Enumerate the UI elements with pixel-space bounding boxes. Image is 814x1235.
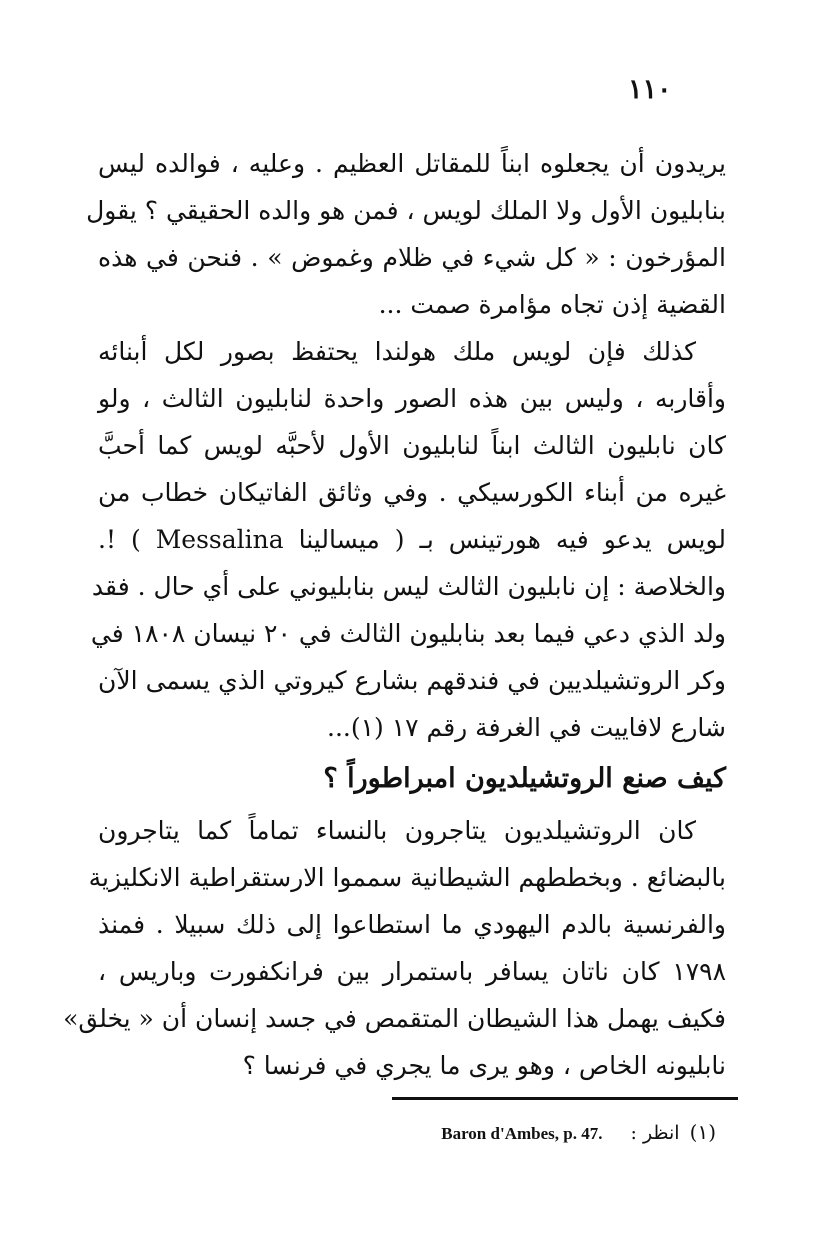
paragraph-3 <box>63 807 726 1089</box>
page-number: ١١٠ <box>628 74 672 105</box>
section-heading: كيف صنع الروتشيلديون امبراطوراً ؟ <box>323 763 726 794</box>
footnote-divider <box>392 1097 738 1100</box>
text-line: كان الروتشيلديون يتاجرون بالنساء تماماً كما يتاجرون <box>98 816 696 845</box>
text-line: القضية إذن تجاه مؤامرة صمت ... <box>378 290 726 319</box>
paragraph-2 <box>90 328 726 751</box>
footnote-reference: Baron d'Ambes, p. 47. <box>441 1124 603 1143</box>
text-line: ولد الذي دعي فيما بعد بنابليون الثالث في ٢٠ نيسان ١٨٠٨ في <box>90 619 726 648</box>
text-line: غيره من أبناء الكورسيكي . وفي وثائق الفاتيكان خطاب من <box>98 478 726 507</box>
text-line: والفرنسية بالدم اليهودي ما استطاعوا إلى ذلك سبيلا . فمنذ <box>98 910 726 939</box>
paragraph-1 <box>86 140 726 328</box>
text-line: بنابليون الأول ولا الملك لويس ، فمن هو والده الحقيقي ؟ يقول <box>86 196 726 225</box>
text-line: فكيف يهمل هذا الشيطان المتقمص في جسد إنسان أن « يخلق» <box>63 1004 726 1033</box>
text-line: المؤرخون : « كل شيء في ظلام وغموض » . فنحن في هذه <box>98 243 726 272</box>
footnote-marker: (١) <box>689 1120 716 1144</box>
text-line: والخلاصة : إن نابليون الثالث ليس بنابليوني على أي حال . فقد <box>91 572 726 601</box>
text-line: شارع لافاييت في الغرفة رقم ١٧ (١)... <box>327 713 726 742</box>
text-line: كان نابليون الثالث ابناً لنابليون الأول لأحبَّه لويس كما أحبَّ <box>98 431 726 460</box>
text-line: يريدون أن يجعلوه ابناً للمقاتل العظيم . وعليه ، فوالده ليس <box>98 149 726 178</box>
text-line: ١٧٩٨ كان ناتان يسافر باستمرار بين فرانكفورت وباريس ، <box>98 957 726 986</box>
text-line: وأقاربه ، وليس بين هذه الصور واحدة لنابليون الثالث ، ولو <box>98 384 726 413</box>
text-line: بالبضائع . وبخططهم الشيطانية سمموا الارستقراطية الانكليزية <box>88 863 726 892</box>
text-line: وكر الروتشيلديين في فندقهم بشارع كيروتي الذي يسمى الآن <box>98 666 726 695</box>
footnote-see-label: انظر : <box>630 1122 680 1144</box>
text-line: كذلك فإن لويس ملك هولندا يحتفظ بصور لكل أبنائه <box>98 337 696 366</box>
footnote <box>360 1120 716 1144</box>
text-line: نابليونه الخاص ، وهو يرى ما يجري في فرنسا ؟ <box>242 1051 726 1080</box>
body-text <box>63 140 726 1089</box>
text-line: لويس يدعو فيه هورتينس بـ ( ميسالينا Messalina ) !. <box>98 525 726 554</box>
